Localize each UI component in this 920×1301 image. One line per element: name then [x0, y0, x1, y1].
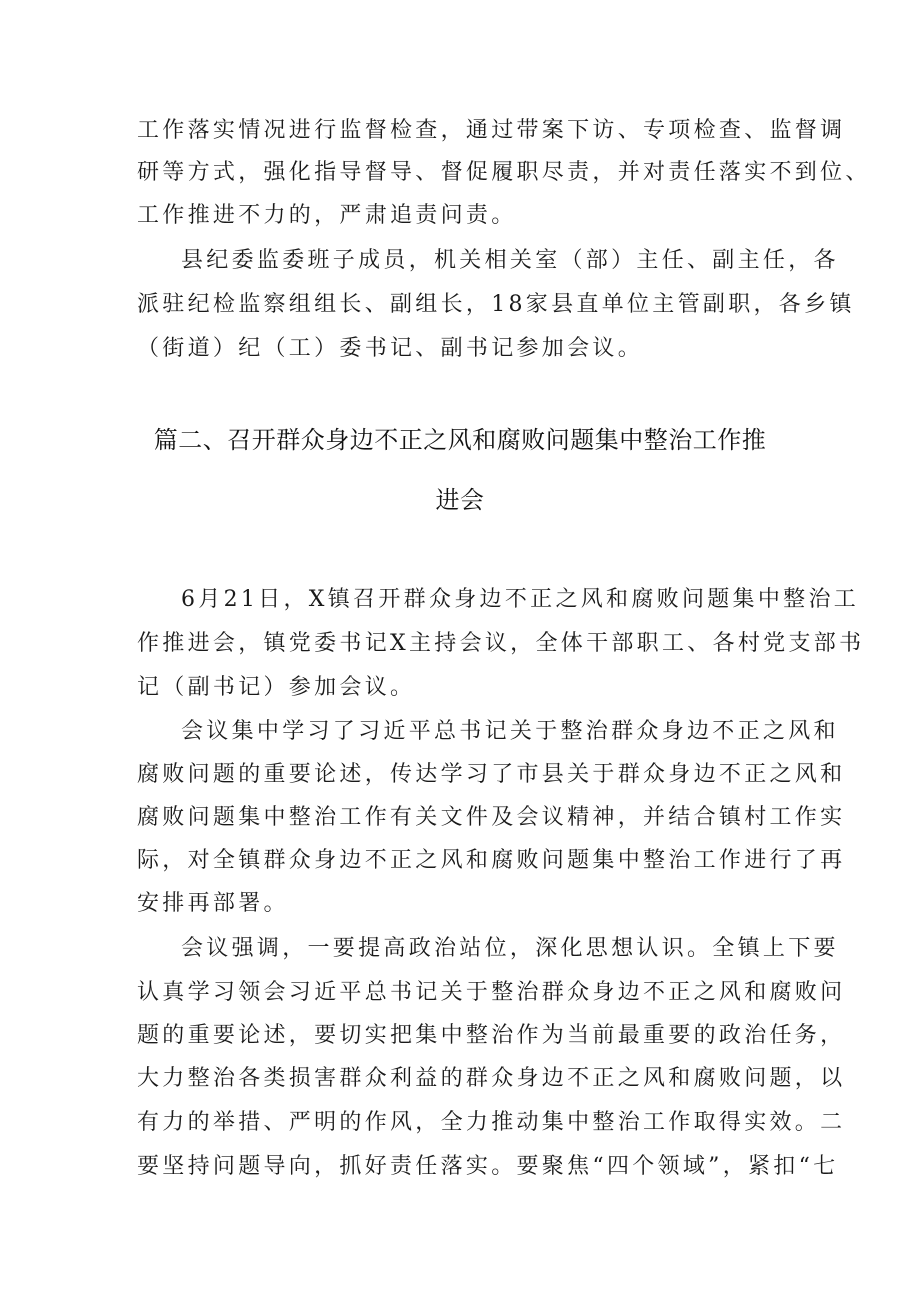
section-heading: 篇二、召开群众身边不正之风和腐败问题集中整治工作推 — [153, 426, 767, 454]
paragraph-line: 研等方式，强化指导督导、督促履职尽责，并对责任落实不到位、 — [137, 160, 871, 185]
paragraph-line: 题的重要论述，要切实把集中整治作为当前最重要的政治任务， — [137, 1023, 846, 1048]
paragraph-line: 县纪委监委班子成员，机关相关室（部）主任、副主任，各 — [181, 248, 839, 273]
paragraph-line: 际，对全镇群众身边不正之风和腐败问题集中整治工作进行了再 — [137, 848, 846, 873]
section-heading: 进会 — [435, 486, 485, 514]
paragraph-line: 认真学习领会习近平总书记关于整治群众身边不正之风和腐败问 — [137, 980, 846, 1005]
paragraph-line: 安排再部署。 — [137, 891, 289, 916]
paragraph-line: 要坚持问题导向，抓好责任落实。要聚焦“四个领域”，紧扣“七 — [137, 1154, 839, 1179]
paragraph-line: 会议强调，一要提高政治站位，深化思想认识。全镇上下要 — [181, 936, 839, 961]
paragraph-line: 6月21日，X镇召开群众身边不正之风和腐败问题集中整治工 — [181, 587, 860, 612]
paragraph-line: 有力的举措、严明的作风，全力推动集中整治工作取得实效。二 — [137, 1110, 846, 1135]
paragraph-line: 腐败问题的重要论述，传达学习了市县关于群众身边不正之风和 — [137, 762, 846, 787]
paragraph-line: 腐败问题集中整治工作有关文件及会议精神，并结合镇村工作实 — [137, 805, 846, 830]
paragraph-line: （街道）纪（工）委书记、副书记参加会议。 — [137, 336, 644, 361]
paragraph-line: 大力整治各类损害群众利益的群众身边不正之风和腐败问题，以 — [137, 1066, 846, 1091]
paragraph-line: 会议集中学习了习近平总书记关于整治群众身边不正之风和 — [181, 719, 839, 744]
paragraph-line: 工作落实情况进行监督检查，通过带案下访、专项检查、监督调 — [137, 118, 846, 143]
paragraph-line: 记（副书记）参加会议。 — [137, 675, 416, 700]
paragraph-line: 工作推进不力的，严肃追责问责。 — [137, 203, 517, 228]
paragraph-line: 派驻纪检监察组组长、副组长，18家县直单位主管副职，各乡镇 — [137, 292, 855, 317]
paragraph-line: 作推进会，镇党委书记X主持会议，全体干部职工、各村党支部书 — [137, 631, 865, 656]
